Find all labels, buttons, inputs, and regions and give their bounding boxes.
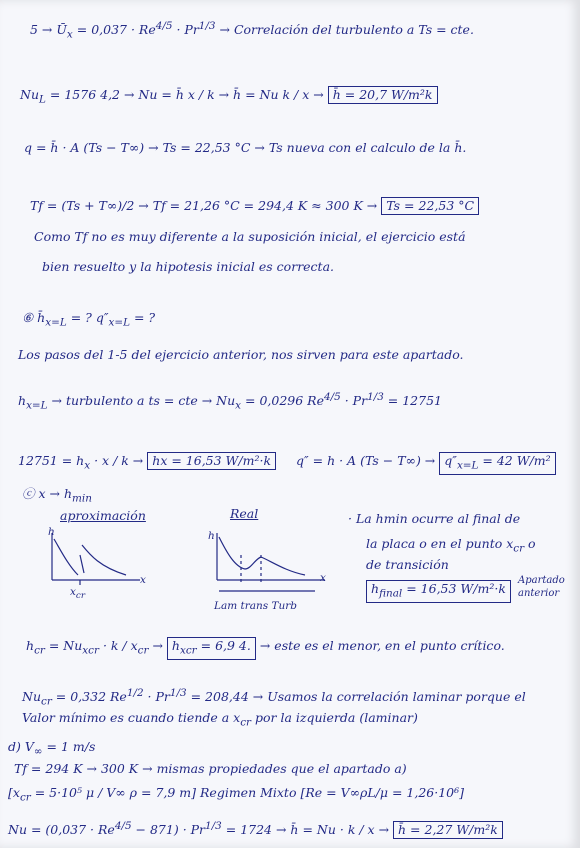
result-box-h-average: h̄ = 20,7 W/m²k <box>328 86 438 104</box>
side-note-previous-section: Apartado anterior <box>518 575 565 599</box>
note-line-20: Tf = 294 K → 300 K → mismas propiedades que el apartado a) <box>14 761 407 776</box>
sketch1-xcr-label: $x_{cr}$ <box>70 586 86 602</box>
note-line-17: $Nu_{cr} = 0,332$ $Re^{1/2} \cdot Pr^{1/3} = 208,44$ → Usamos la correlación laminar porque el <box>22 687 526 708</box>
note-line-2 <box>20 86 438 107</box>
nusselt-equation: $Nu_L = 1576$ 4,2 → Nu = h̄ x / k → h̄ = Nu k / x → <box>20 87 324 106</box>
note-line-5: Como Tf no es muy diferente a la suposición inicial, el ejercicio está <box>34 229 466 244</box>
sketch2-regions-label: Lam trans Turb <box>214 600 298 612</box>
result-box-h-final: $h_{final} = 16,53$ W/m²·k <box>366 580 511 603</box>
note-line-22 <box>8 819 503 839</box>
sketch1-turbulent-curve <box>82 545 126 575</box>
section-b-heading: ⑥ $h̄_{x=L}$ = ? $q''_{x=L}$ = ? <box>22 310 156 329</box>
note-line-13: la placa o en el punto $x_{cr}$ o <box>366 536 536 555</box>
note-line-6: bien resuelto y la hipotesis inicial es correcta. <box>42 259 335 274</box>
note-line-1: $5 \to Ū_x = 0,037 \cdot Re^{4/5} \cdot Pr^{1/3}$ → Correlación del turbulento a Ts = cte. <box>30 20 474 41</box>
result-box-heat-flux: $q''_{x=L} = 42$ W/m² <box>439 452 555 475</box>
heat-flux-equation: q″ = h · A (Ts − T∞) → <box>296 453 436 468</box>
note-line-8: Los pasos del 1-5 del ejercicio anterior, nos sirven para este apartado. <box>18 347 464 362</box>
result-box-h-xcr: $h_{xcr} = 6,9$ 4. <box>167 637 256 660</box>
sketch1-x-label: x <box>140 574 146 586</box>
sketch2-real-curve <box>219 537 305 575</box>
section-c-heading: ⓒ $x \to h_{min}$ <box>22 486 92 505</box>
result-box-h-mixed: h̄ = 2,27 W/m²k <box>393 821 503 839</box>
sketch-label-real: Real <box>230 506 259 521</box>
sketch1-transition-line <box>80 555 84 573</box>
real-sketch <box>205 525 335 605</box>
note-line-18: Valor mínimo es cuando tiende a $x_{cr}$ por la izquierda (laminar) <box>22 710 418 729</box>
note-line-12: · La hmin ocurre al final de <box>348 511 521 526</box>
film-temperature-equation: Tf = (Ts + T∞)/2 → Tf = 21,26 °C = 294,4 K ≈ 300 K → <box>30 198 378 213</box>
sketch2-x-label: x <box>320 572 326 584</box>
note-line-16 <box>26 637 505 660</box>
mixed-regime-nusselt: $Nu = (0,037 \cdot Re^{4/5} - 871) \cdot Pr^{1/3} = 1724$ → h̄ = Nu · k / x → <box>8 820 390 838</box>
result-box-ts: Ts = 22,53 °C <box>381 197 479 215</box>
sketch1-laminar-curve <box>54 539 78 575</box>
approximation-sketch <box>40 525 160 605</box>
note-line-3: q = h̄ · A (Ts − T∞) → Ts = 22,53 °C → Ts nueva con el calculo de la h̄. <box>24 140 467 155</box>
section-d-heading: d) $V_\infty = 1$ m/s <box>8 739 96 758</box>
sketch1-h-label: h <box>48 526 55 538</box>
note-line-4 <box>30 197 479 215</box>
note-line-21: [$x_{cr} = 5\cdot 10^5$ μ / V∞ ρ = 7,9 m] Regimen Mixto [Re = V∞ρL/μ = 1,26·10⁶] <box>8 785 465 804</box>
sketch2-h-label: h <box>208 530 215 542</box>
note-line-9: $h_{x=L}$ → turbulento a ts = cte → $Nu_x = 0,0296$ $Re^{4/5} \cdot Pr^{1/3} = 12751$ <box>18 391 442 412</box>
sketch-label-approximation: aproximación <box>60 508 146 523</box>
critical-point-comment: → este es el menor, en el punto crítico. <box>259 638 505 653</box>
critical-h-equation: $h_{cr} = Nu_{xcr} \cdot k / x_{cr}$ → <box>26 638 163 657</box>
local-h-equation: $12751 = h_x \cdot x / k$ → <box>18 453 144 472</box>
note-line-10 <box>18 452 556 475</box>
note-line-15 <box>366 580 511 603</box>
note-line-14: de transición <box>366 557 449 572</box>
result-box-hx: hx = 16,53 W/m²·k <box>147 452 276 470</box>
